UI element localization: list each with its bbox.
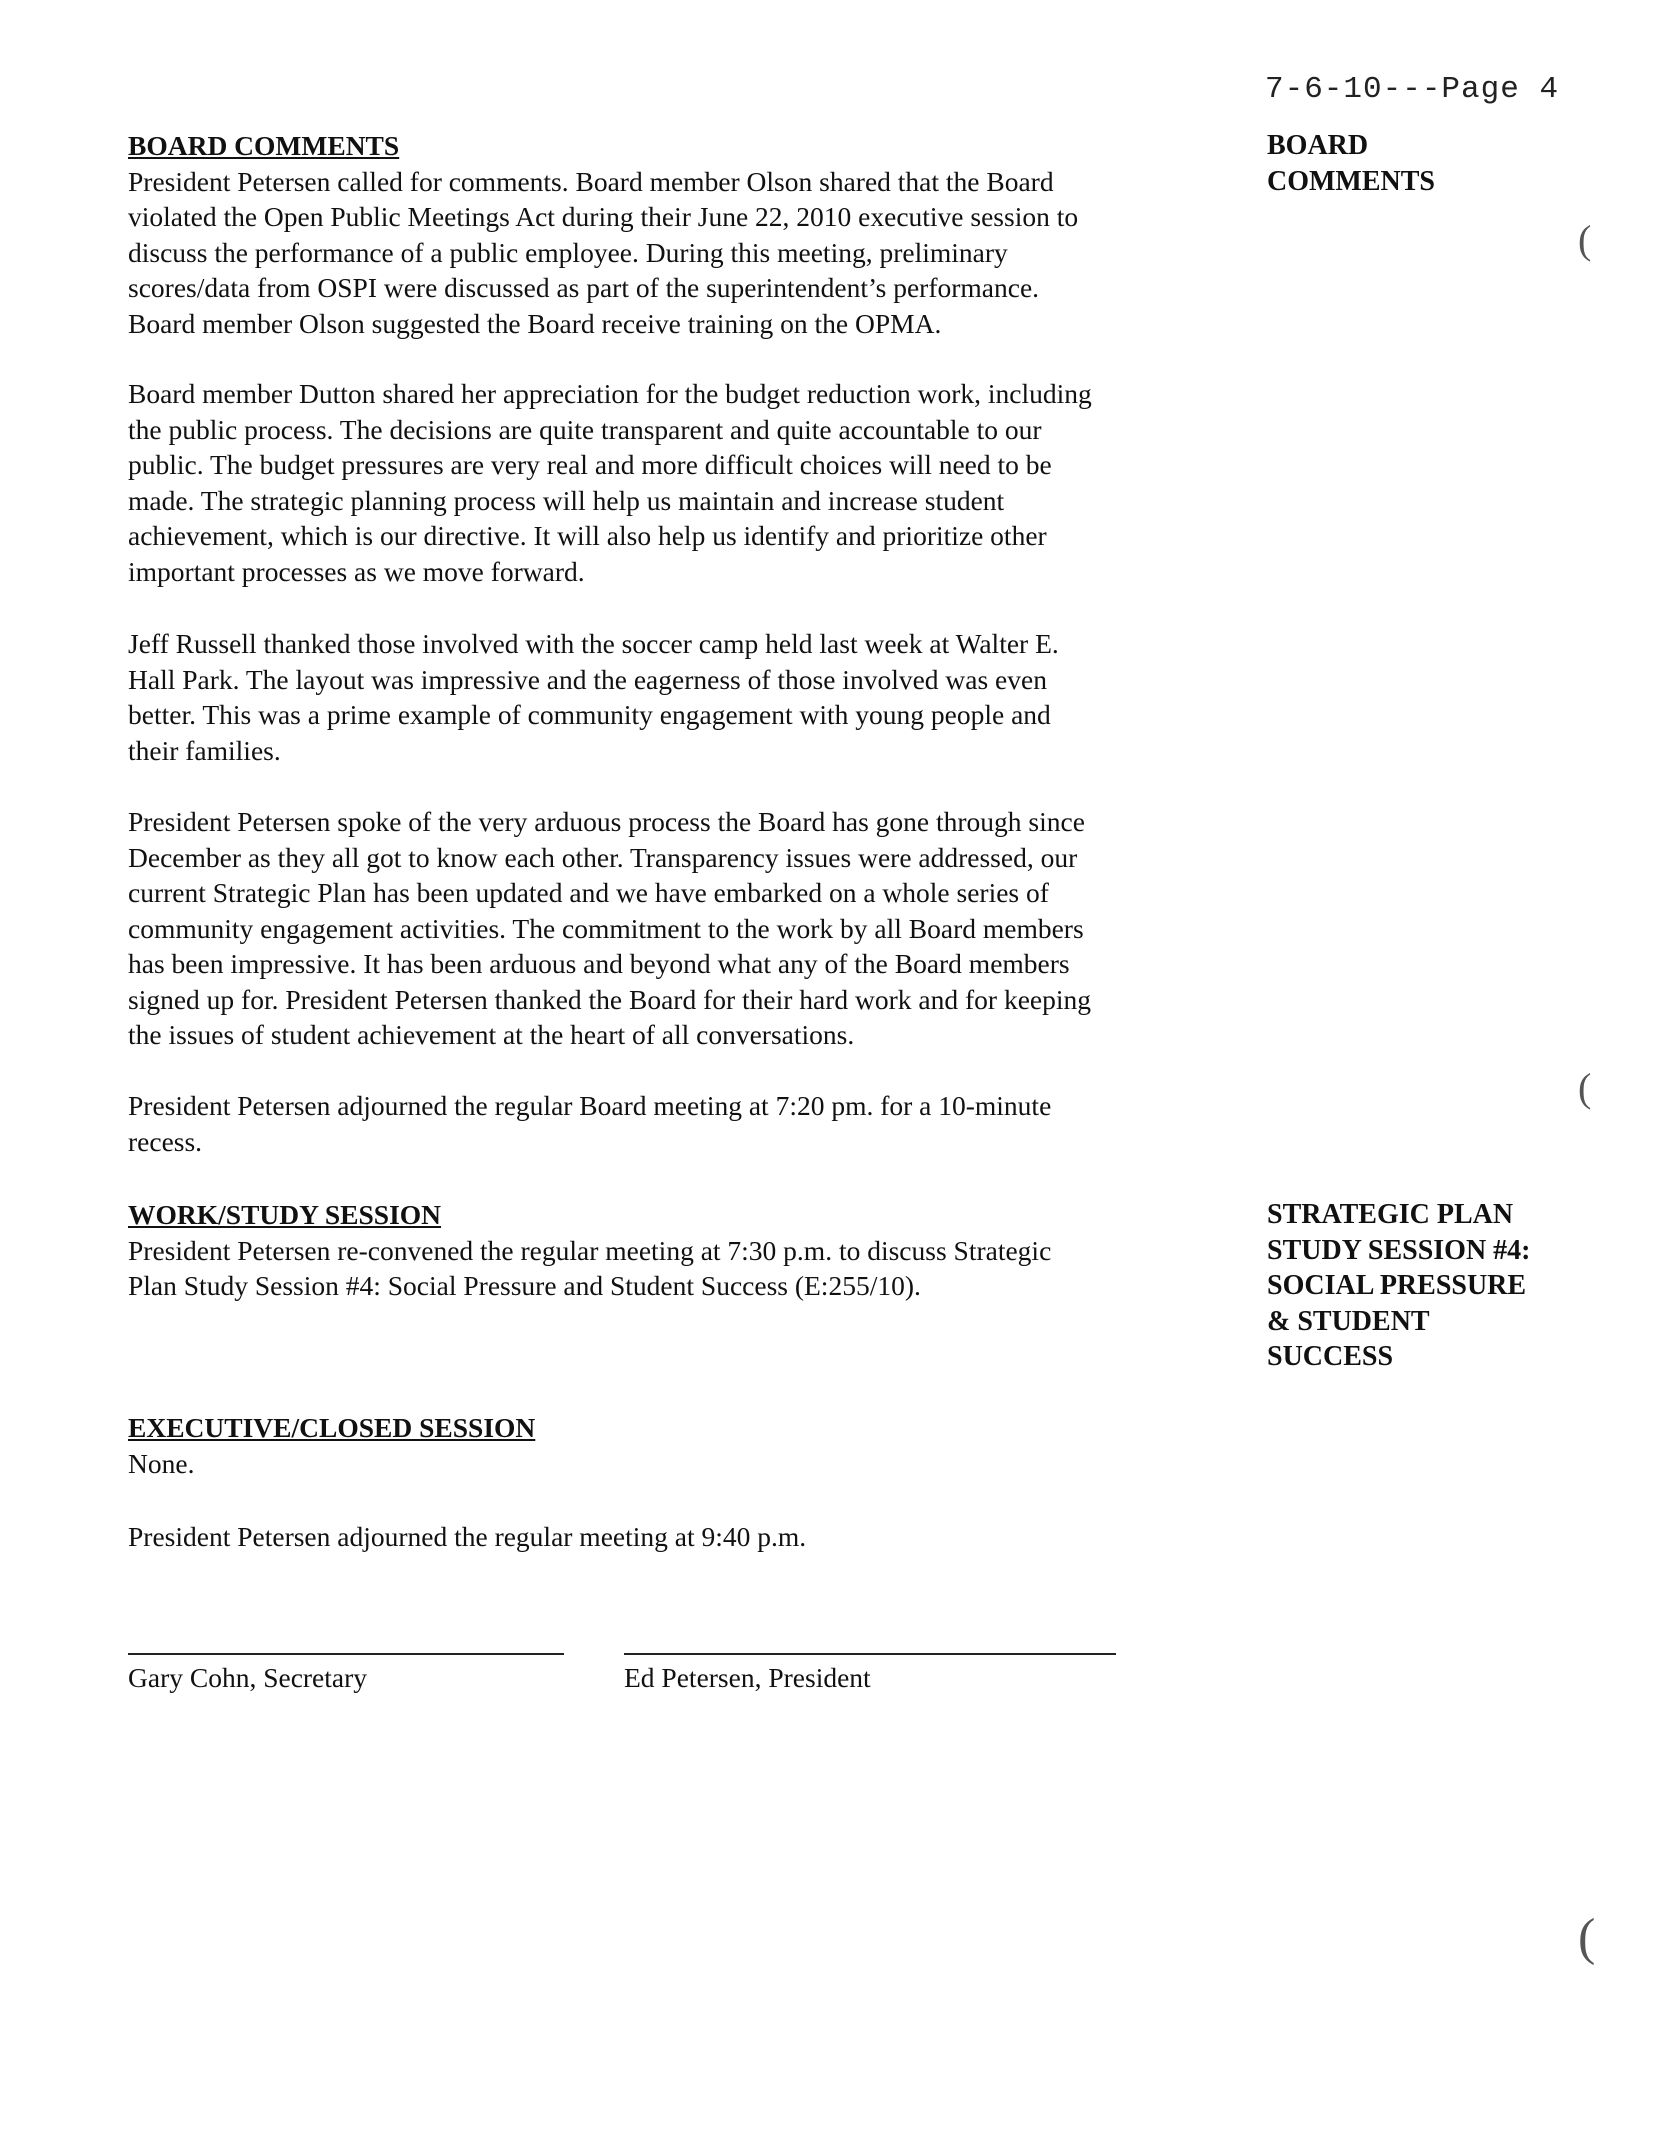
dutton-comment	[128, 376, 1208, 589]
president-signature-line	[624, 1653, 1116, 1655]
margin-mark: (	[1578, 217, 1592, 262]
strategic-plan-side-heading: STRATEGIC PLAN STUDY SESSION #4: SOCIAL PRESSURE & STUDENT SUCCESS	[1267, 1199, 1531, 1372]
margin-mark: (	[1578, 1065, 1592, 1110]
executive-session-heading: EXECUTIVE/CLOSED SESSION	[128, 1412, 536, 1443]
work-study-paragraph: President Petersen re-convened the regular meeting at 7:30 p.m. to discuss Strategic Plan Study Session #4: Social Pressure and Student Success (E:255/10).	[128, 1234, 1052, 1301]
president-name: Ed Petersen, President	[624, 1662, 871, 1693]
work-study-section	[128, 1197, 1208, 1304]
board-comments-paragraph: President Petersen called for comments. Board member Olson shared that the Board violated the Open Public Meetings Act during their June 22, 2010 executive session to discuss the performance of a public employee. During this meeting, preliminary scores/data from OSPI were discussed as part of the superintendent’s performance. Board member Olson suggested the Board receive training on the OPMA.	[128, 165, 1079, 339]
board-comments-paragraph: President Petersen adjourned the regular Board meeting at 7:20 pm. for a 10-minute recess.	[128, 1090, 1052, 1157]
secretary-signature-line	[128, 1653, 564, 1655]
russell-comment	[128, 626, 1208, 768]
board-comments-section	[128, 128, 1208, 341]
board-comments-side-heading: BOARD COMMENTS	[1267, 130, 1435, 197]
board-comments-paragraph: Jeff Russell thanked those involved with the soccer camp held last week at Walter E. Hall Park. The layout was impressive and the eagerness of those involved was even better. This was a prime example of community engagement with young people and their families.	[128, 628, 1059, 766]
closing-note	[128, 1519, 1208, 1555]
recess-note	[128, 1088, 1208, 1159]
secretary-name: Gary Cohn, Secretary	[128, 1662, 368, 1693]
petersen-comment	[128, 804, 1208, 1053]
work-study-heading: WORK/STUDY SESSION	[128, 1199, 442, 1230]
margin-mark: (	[1578, 1909, 1596, 1966]
page-header: 7-6-10---Page 4	[1265, 72, 1560, 107]
board-comments-paragraph: President Petersen spoke of the very arduous process the Board has gone through since December as they all got to know each other. Transparency issues were addressed, our current Strategic Plan has been updated and we have embarked on a whole series of community engagement activities. The commitment to the work by all Board members has been impressive. It has been arduous and beyond what any of the Board members signed up for. President Petersen thanked the Board for their hard work and for keeping the issues of student achievement at the heart of all conversations.	[128, 806, 1091, 1050]
board-comments-heading: BOARD COMMENTS	[128, 130, 400, 161]
board-comments-paragraph: Board member Dutton shared her appreciation for the budget reduction work, including the public process. The decisions are quite transparent and quite accountable to our public. The budget pressures are very real and more difficult choices will need to be made. The strategic planning process will help us maintain and increase student achievement, which is our directive. It will also help us identify and prioritize other important processes as we move forward.	[128, 378, 1092, 587]
executive-session-section	[128, 1410, 1208, 1481]
closing-paragraph: President Petersen adjourned the regular meeting at 9:40 p.m.	[128, 1521, 807, 1552]
executive-session-paragraph: None.	[128, 1447, 195, 1479]
